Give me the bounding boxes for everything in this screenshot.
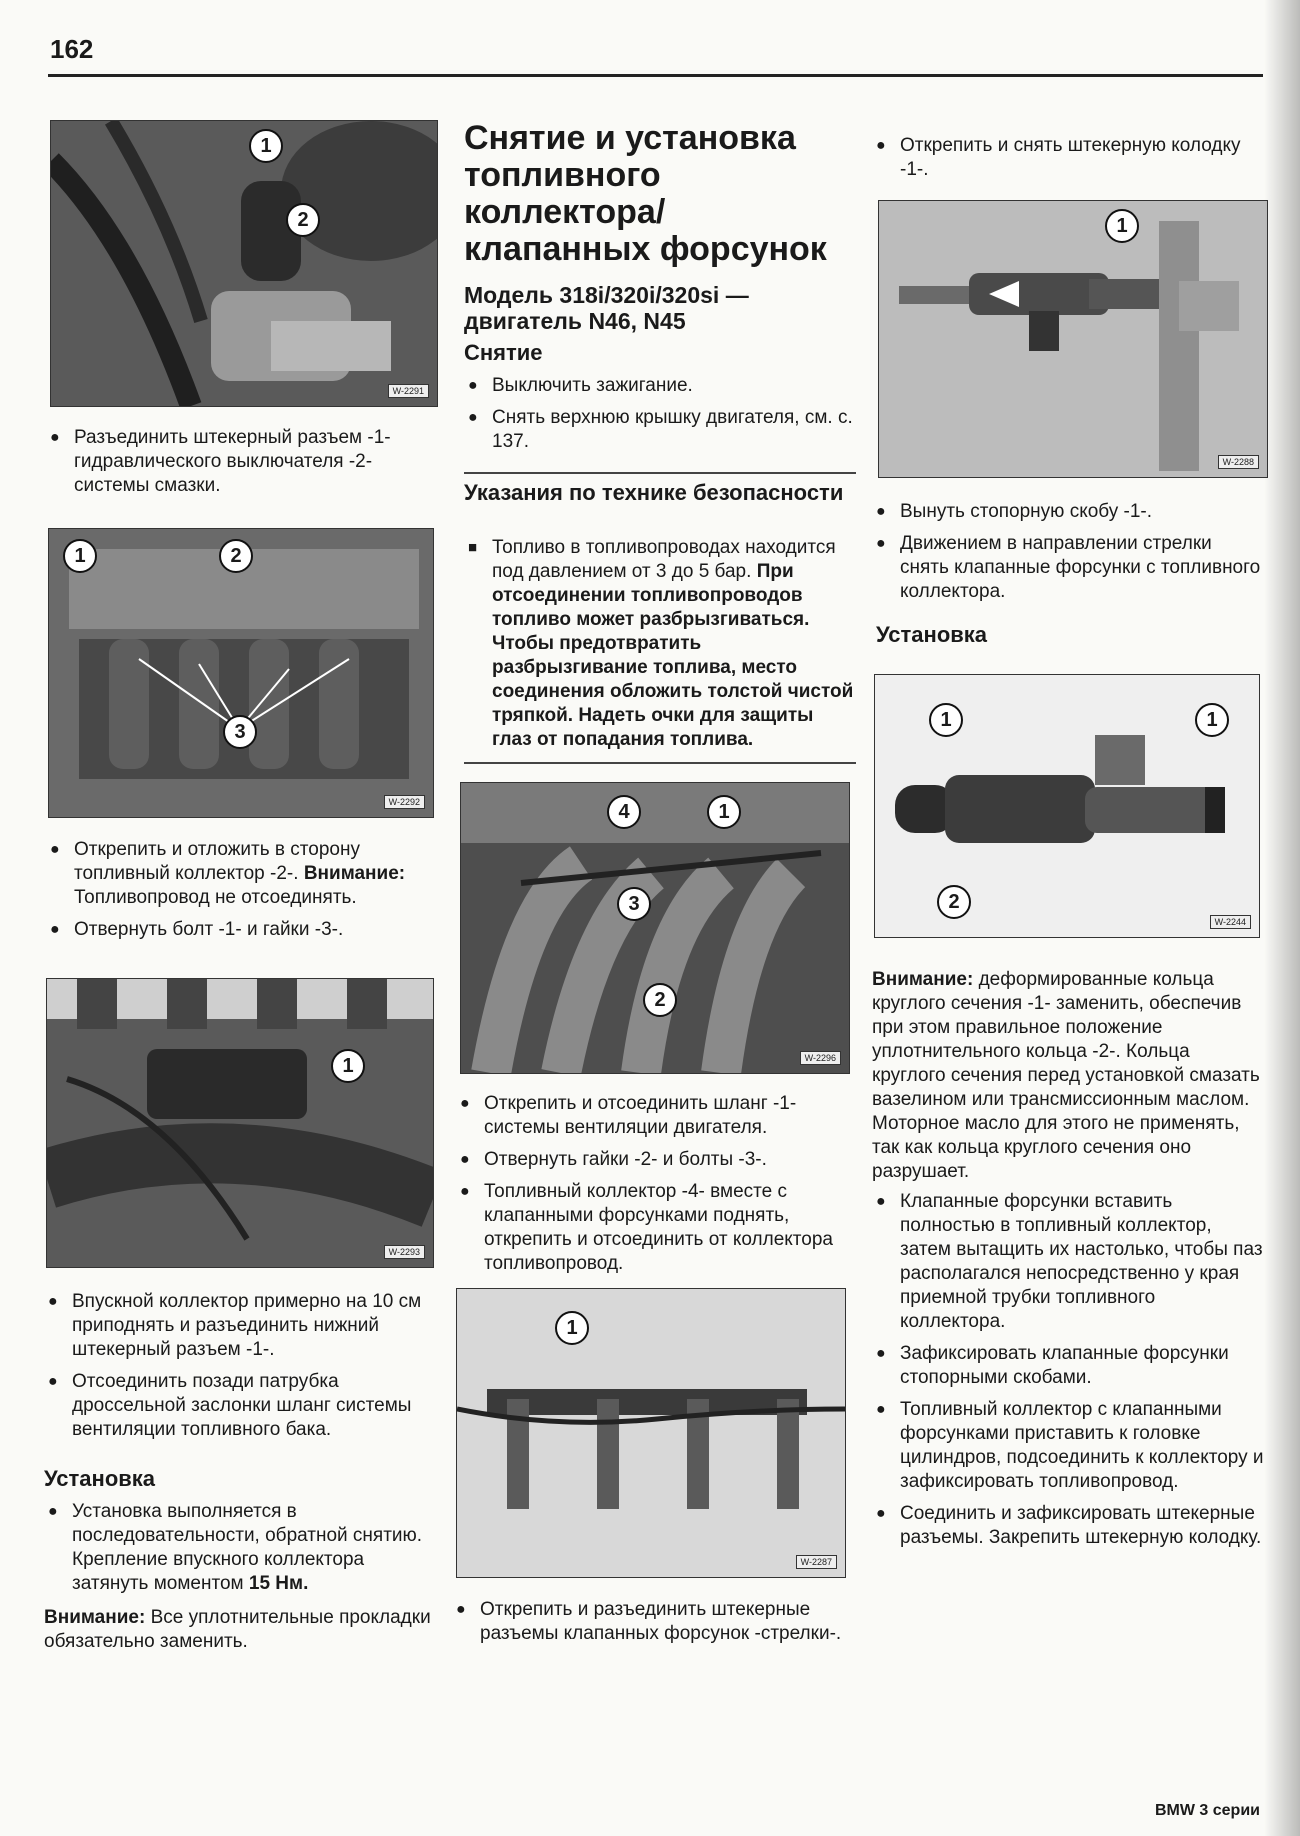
warning-note: Внимание: деформированные кольца круглого сечения -1- заменить, обеспечив при этом правильное положение уплотнительного кольца -2-. Кольца круглого сечения перед установкой смазать вазелином или трансмиссионным маслом. Моторное масло для этого не применять, так как кольца круглого сечения оно разрушает. xyxy=(872,969,1260,1182)
bullet-list xyxy=(452,1598,852,1654)
bullet-list xyxy=(872,500,1264,612)
callout-1: 1 xyxy=(707,795,741,829)
bullet-list xyxy=(464,374,856,462)
divider xyxy=(464,762,856,764)
section-heading: Установка xyxy=(876,622,988,647)
footer: BMW 3 серии xyxy=(1154,1802,1260,1819)
list-item: ● Отвернуть болт -1- и гайки -3-. xyxy=(46,918,438,942)
callout-2: 2 xyxy=(286,203,320,237)
photo-intake-manifold xyxy=(48,528,434,818)
page-number: 162 xyxy=(50,34,94,64)
bullet-list xyxy=(464,536,856,760)
photo-tag: W-2291 xyxy=(388,384,429,398)
list-item: ■ Топливо в топливопроводах находится под давлением от 3 до 5 бар. При отсоединении топливопроводов топливо может разбрызгиваться. Чтобы предотвратить разбрызгивание топлива, место соединения обложить толстой чистой тряпкой. Надеть очки для защиты глаз от попадания топлива. xyxy=(464,536,856,752)
list-item: ● Топливный коллектор с клапанными форсунками приставить к головке цилиндров, подсоединить к коллектору и зафиксировать топливопровод. xyxy=(872,1398,1264,1494)
warning-note: Внимание: Все уплотнительные прокладки обязательно заменить. xyxy=(44,1607,431,1652)
list-item: ● Зафиксировать клапанные форсунки стопорными скобами. xyxy=(872,1342,1264,1390)
list-item: ● Открепить и отсоединить шланг -1- системы вентиляции двигателя. xyxy=(456,1092,856,1140)
callout-4: 4 xyxy=(607,795,641,829)
list-item: ● Открепить и отложить в сторону топливный коллектор -2-. Внимание: Топливопровод не отсоединять. xyxy=(46,838,438,910)
bullet-list xyxy=(456,1092,856,1284)
bullet-list xyxy=(872,1190,1264,1558)
photo-tag: W-2292 xyxy=(384,795,425,809)
photo-oil-pressure-switch xyxy=(50,120,438,407)
bullet-list xyxy=(46,426,438,506)
photo-injector-clip xyxy=(878,200,1268,478)
callout-1: 1 xyxy=(555,1311,589,1345)
section-heading: Установка xyxy=(44,1466,156,1491)
list-item: ● Топливный коллектор -4- вместе с клапанными форсунками поднять, открепить и отсоединить от коллектора топливопровод. xyxy=(456,1180,856,1276)
photo-fuel-rail xyxy=(460,782,850,1074)
photo-tag: W-2296 xyxy=(800,1051,841,1065)
bullet-list xyxy=(46,838,438,950)
list-item: ● Разъединить штекерный разъем -1- гидравлического выключателя -2- системы смазки. xyxy=(46,426,438,498)
callout-1: 1 xyxy=(249,129,283,163)
callout-1: 1 xyxy=(1195,703,1229,737)
photo-tag: W-2288 xyxy=(1218,455,1259,469)
list-item: ● Открепить и разъединить штекерные разъемы клапанных форсунок -стрелки-. xyxy=(452,1598,852,1646)
callout-2: 2 xyxy=(219,539,253,573)
callout-2: 2 xyxy=(643,983,677,1017)
model-subtitle: Модель 318i/320i/320si — двигатель N46, N45 xyxy=(464,282,749,334)
photo-fuel-rail-injectors xyxy=(456,1288,846,1578)
list-item: ● Вынуть стопорную скобу -1-. xyxy=(872,500,1264,524)
page-edge-shadow xyxy=(1264,0,1300,1836)
callout-3: 3 xyxy=(223,715,257,749)
list-item: ● Соединить и зафиксировать штекерные разъемы. Закрепить штекерную колодку. xyxy=(872,1502,1264,1550)
section-heading: Снятие xyxy=(464,340,543,365)
photo-injector-orings xyxy=(874,674,1260,938)
bullet-list xyxy=(44,1500,438,1604)
list-item: ● Движением в направлении стрелки снять клапанные форсунки с топливного коллектора. xyxy=(872,532,1264,604)
callout-1: 1 xyxy=(1105,209,1139,243)
list-item: ● Установка выполняется в последовательности, обратной снятию. Крепление впускного коллектора затянуть моментом 15 Нм. xyxy=(44,1500,438,1596)
photo-tag: W-2244 xyxy=(1210,915,1251,929)
photo-tag: W-2293 xyxy=(384,1245,425,1259)
bullet-list xyxy=(44,1290,438,1450)
list-item: ● Открепить и снять штекерную колодку -1-. xyxy=(872,134,1264,182)
list-item: ● Клапанные форсунки вставить полностью в топливный коллектор, затем вытащить их настолько, чтобы паз располагался непосредственно у края приемной трубки топливного коллектора. xyxy=(872,1190,1264,1334)
list-item: ● Отсоединить позади патрубка дроссельной заслонки шланг системы вентиляции топливного бака. xyxy=(44,1370,438,1442)
photo-connector xyxy=(46,978,434,1268)
divider xyxy=(464,472,856,474)
safety-heading: Указания по технике безопасности xyxy=(464,480,844,505)
bullet-list xyxy=(872,134,1264,190)
photo-tag: W-2287 xyxy=(796,1555,837,1569)
list-item: ● Снять верхнюю крышку двигателя, см. с. 137. xyxy=(464,406,856,454)
callout-1: 1 xyxy=(331,1049,365,1083)
page-title: Снятие и установка топливного коллектора/ клапанных форсунок xyxy=(464,119,827,268)
header-rule xyxy=(48,74,1263,77)
callout-3: 3 xyxy=(617,887,651,921)
list-item: ● Впускной коллектор примерно на 10 см приподнять и разъединить нижний штекерный разъем -1-. xyxy=(44,1290,438,1362)
list-item: ● Отвернуть гайки -2- и болты -3-. xyxy=(456,1148,856,1172)
callout-2: 2 xyxy=(937,885,971,919)
callout-1: 1 xyxy=(63,539,97,573)
list-item: ● Выключить зажигание. xyxy=(464,374,856,398)
callout-1: 1 xyxy=(929,703,963,737)
